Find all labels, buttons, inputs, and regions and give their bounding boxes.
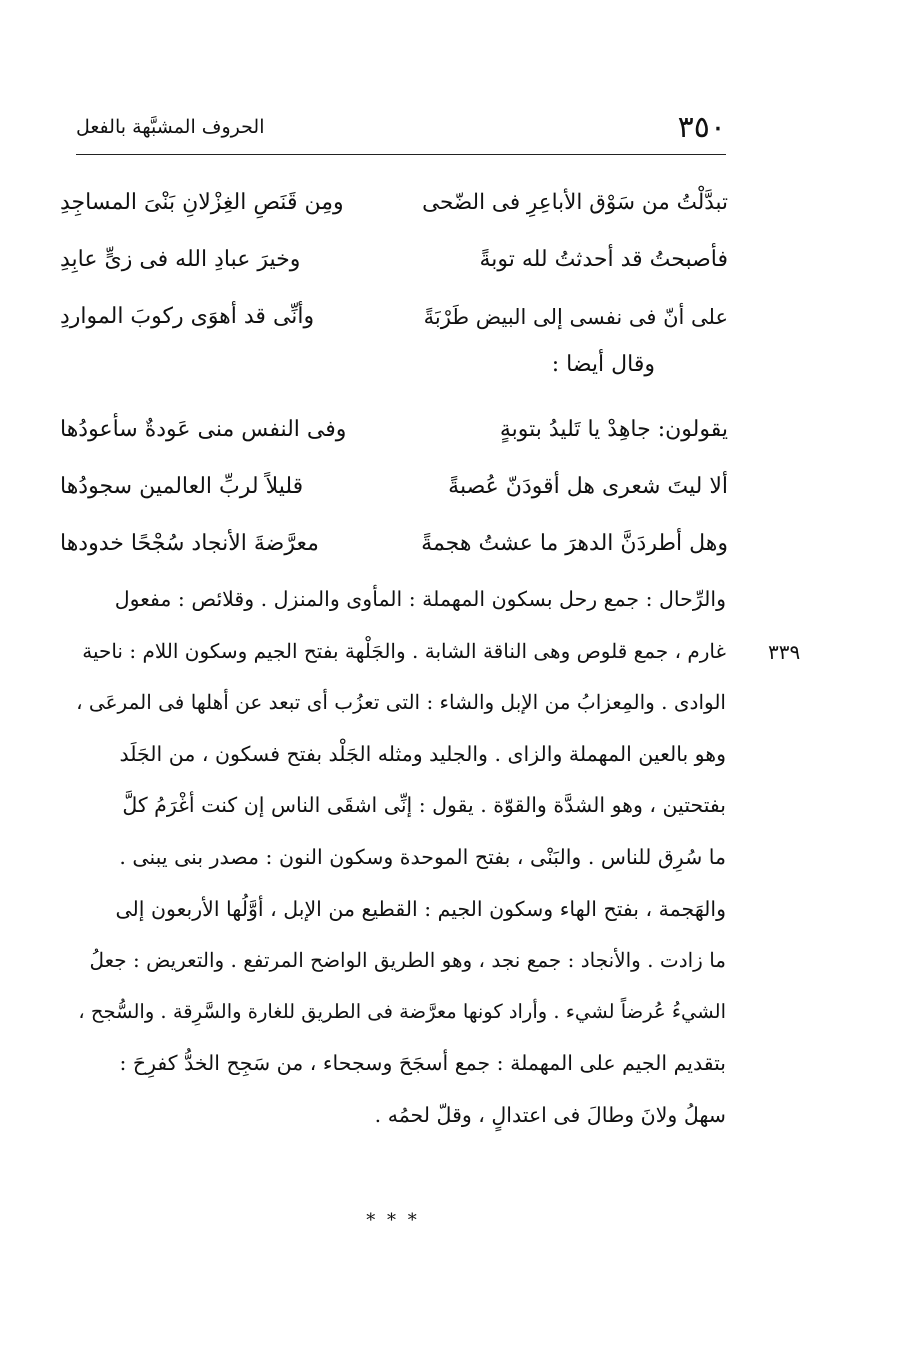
commentary-line: والهَجمة ، بفتح الهاء وسكون الجيم : القطيع من الإبل ، أوَّلُها الأربعون إلى <box>115 896 726 921</box>
poem-intro: وقال أيضا : <box>551 352 655 377</box>
commentary-line: والرِّحال : جمع رحل بسكون المهملة : المأوى والمنزل . وقلائص : مفعول <box>114 587 726 611</box>
verse-first-hemistich: يقولون: جاهِدْ يا تَليدُ بتوبةٍ <box>499 417 728 442</box>
verse-first-hemistich: على أنّ فى نفسى إلى البيض طَرْبَةً <box>423 305 728 329</box>
header-rule <box>76 154 726 155</box>
verse-second-hemistich: وفى النفس منى عَودةٌ سأعودُها <box>60 417 347 442</box>
poem-2 <box>60 410 728 581</box>
commentary-line: بتقديم الجيم على المهملة : جمع أسجَحَ وسجحاء ، من سَجِح الخدُّ كفرِحَ : <box>119 1051 726 1076</box>
verse-second-hemistich: معرَّضةَ الأنجاد سُجْحًا خدودها <box>60 531 319 556</box>
commentary <box>76 580 726 1148</box>
end-ornament: * * * <box>366 1210 420 1231</box>
verse-second-hemistich: قليلاً لربِّ العالمين سجودُها <box>60 474 304 499</box>
commentary-line: ما زادت . والأنجاد : جمع نجد ، وهو الطريق الواضح المرتفع . والتعريض : جعلُ <box>89 948 726 973</box>
commentary-line: غارم ، جمع قلوص وهى الناقة الشابة . والجَلْهة بفتح الجيم وسكون اللام : ناحية <box>82 638 726 663</box>
verse-first-hemistich: تبدَّلْتُ من سَوْق الأباعِرِ فى الضّحى <box>422 190 728 215</box>
verse-line <box>60 467 728 524</box>
commentary-line: سهلُ ولانَ وطالَ فى اعتدالٍ ، وقلّ لحمُه . <box>374 1102 726 1127</box>
verse-second-hemistich: وأنِّى قد أهوَى ركوبَ المواردِ <box>60 304 315 329</box>
commentary-line: ما سُرِق للناس . والبَنْى ، بفتح الموحدة وسكون النون : مصدر بنى يبنى . <box>119 844 726 869</box>
page-number: ٣٥٠ <box>677 110 726 145</box>
verse-first-hemistich: ألا ليتَ شعرى هل أقودَنّ عُصبةً <box>448 474 728 499</box>
verse-line <box>60 410 728 467</box>
verse-line <box>60 297 728 354</box>
commentary-line: وهو بالعين المهملة والزاى . والجليد ومثله الجَلْد بفتح فسكون ، من الجَلَد <box>119 741 726 766</box>
commentary-line: بفتحتين ، وهو الشدَّة والقوّة . يقول : إنِّى اشقَى الناس إن كنت أغْرَمُ كلَّ <box>122 793 726 818</box>
verse-first-hemistich: وهل أطردَنَّ الدهرَ ما عشتُ هجمةً <box>421 531 728 556</box>
verse-line <box>60 240 728 297</box>
verse-second-hemistich: وخيرَ عبادِ الله فى زىٍّ عابِدِ <box>60 247 301 272</box>
verse-line <box>60 183 728 240</box>
verse-line <box>60 524 728 581</box>
commentary-line: الشيءُ عُرضاً لشيء . وأراد كونها معرَّضة فى الطريق للغارة والسَّرِقة . والسُّجح ، <box>78 999 726 1023</box>
page-header <box>76 108 726 148</box>
verse-second-hemistich: ومِن قَنَصِ الغِزْلانِ بَنْىَ المساجِدِ <box>60 190 344 215</box>
commentary-line: الوادى . والمِعزابُ من الإبل والشاء : التى تعزُب أى تبعد عن أهلها فى المرعَى ، <box>76 690 726 715</box>
verse-first-hemistich: فأصبحتُ قد أحدثتُ لله توبةً <box>479 247 728 272</box>
running-head: الحروف المشبَّهة بالفعل <box>76 116 265 138</box>
poem-1 <box>60 183 728 354</box>
margin-reference: ٣٣٩ <box>768 640 801 664</box>
